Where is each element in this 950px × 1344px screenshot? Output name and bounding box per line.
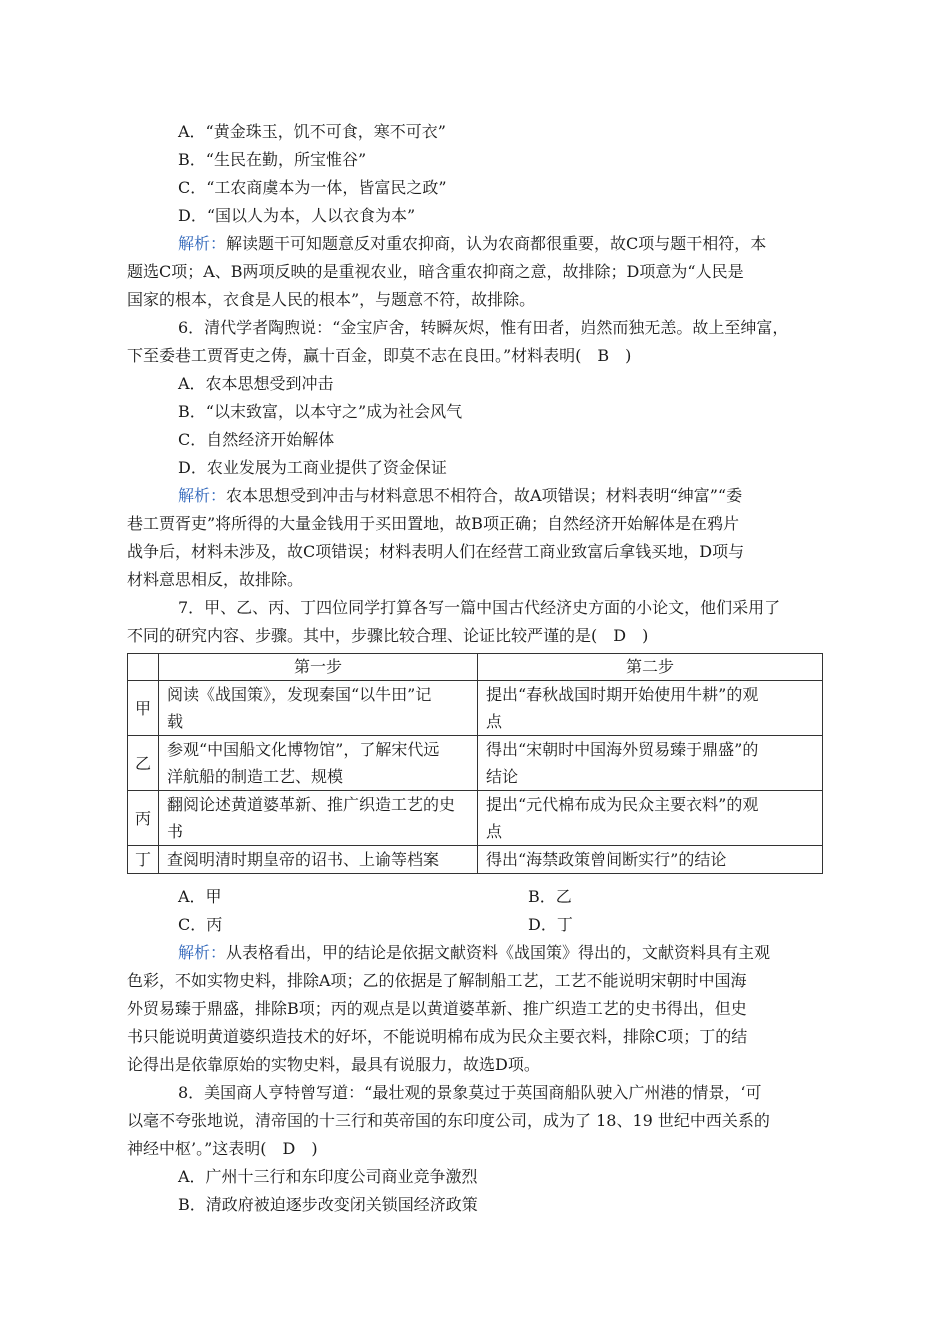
row-step2: 得出“宋朝时中国海外贸易臻于鼎盛”的 结论	[478, 736, 823, 791]
analysis-label: 解析：	[178, 486, 227, 505]
table-row	[128, 846, 823, 874]
q5-analysis-line-3: 国家的根本，衣食是人民的根本”，与题意不符，故排除。	[127, 290, 536, 309]
table-row	[128, 791, 823, 846]
table-header-row	[128, 654, 823, 681]
row-label-bing: 丙	[128, 791, 159, 846]
row-label-jia: 甲	[128, 681, 159, 736]
q7-option-b: B．乙	[528, 887, 572, 906]
q5-option-d: D．“国以人为本，人以衣食为本”	[178, 206, 416, 225]
q6-analysis-line-3: 战争后，材料未涉及，故C项错误；材料表明人们在经营工商业致富后拿钱买地，D项与	[127, 542, 745, 561]
row-step1: 参观“中国船文化博物馆”，了解宋代远 洋航船的制造工艺、规模	[159, 736, 478, 791]
q7-stem-line-1: 7．甲、乙、丙、丁四位同学打算各写一篇中国古代经济史方面的小论文，他们采用了	[178, 598, 781, 617]
q5-option-a: A．“黄金珠玉，饥不可食，寒不可衣”	[178, 122, 446, 141]
table-header-step2: 第二步	[478, 654, 823, 681]
analysis-label: 解析：	[178, 943, 227, 962]
q7-steps-table	[127, 653, 823, 874]
q6-analysis-line-2: 巷工贾胥吏”将所得的大量金钱用于买田置地，故B项正确；自然经济开始解体是在鸦片	[127, 514, 739, 533]
q8-stem-line-3: 神经中枢’。”这表明( D )	[127, 1139, 318, 1158]
q5-analysis-line-1: 解析：解读题干可知题意反对重农抑商，认为农商都很重要，故C项与题干相符，本	[178, 234, 767, 253]
q7-analysis-line-5: 论得出是依靠原始的实物史料，最具有说服力，故选D项。	[127, 1055, 540, 1074]
analysis-label: 解析：	[178, 234, 227, 253]
row-step1: 阅读《战国策》，发现秦国“以牛田”记 载	[159, 681, 478, 736]
q6-option-d: D．农业发展为工商业提供了资金保证	[178, 458, 447, 477]
q6-analysis-line-1: 解析：农本思想受到冲击与材料意思不相符合，故A项错误；材料表明“绅富”“委	[178, 486, 743, 505]
q5-option-b: B．“生民在勤，所宝惟谷”	[178, 150, 367, 169]
q8-stem-line-2: 以毫不夸张地说，清帝国的十三行和英帝国的东印度公司，成为了 18、19 世纪中西关系的	[127, 1111, 770, 1130]
table-header-step1: 第一步	[159, 654, 478, 681]
row-label-yi: 乙	[128, 736, 159, 791]
q8-option-b: B．清政府被迫逐步改变闭关锁国经济政策	[178, 1195, 478, 1214]
q5-option-c: C．“工农商虞本为一体，皆富民之政”	[178, 178, 447, 197]
row-step2: 提出“元代棉布成为民众主要衣料”的观 点	[478, 791, 823, 846]
q7-analysis-line-1: 解析：从表格看出，甲的结论是依据文献资料《战国策》得出的，文献资料具有主观	[178, 943, 771, 962]
row-step1: 翻阅论述黄道婆革新、推广织造工艺的史 书	[159, 791, 478, 846]
q8-option-a: A．广州十三行和东印度公司商业竞争激烈	[178, 1167, 478, 1186]
q8-stem-line-1: 8．美国商人亨特曾写道：“最壮观的景象莫过于英国商船队驶入广州港的情景，‘可	[178, 1083, 762, 1102]
q6-stem-line-2: 下至委巷工贾胥吏之俦，赢十百金，即莫不志在良田。”材料表明( B )	[127, 346, 632, 365]
q7-option-d: D．丁	[528, 915, 573, 934]
table-row	[128, 681, 823, 736]
q7-option-a: A．甲	[178, 887, 222, 906]
q6-option-a: A．农本思想受到冲击	[178, 374, 334, 393]
q6-stem-line-1: 6．清代学者陶煦说：“金宝庐舍，转瞬灰烬，惟有田者，岿然而独无恙。故上至绅富，	[178, 318, 789, 337]
table-header-blank	[128, 654, 159, 681]
q7-option-c: C．丙	[178, 915, 223, 934]
row-step2: 提出“春秋战国时期开始使用牛耕”的观 点	[478, 681, 823, 736]
row-label-ding: 丁	[128, 846, 159, 874]
q7-analysis-line-4: 书只能说明黄道婆织造技术的好坏，不能说明棉布成为民众主要衣料，排除C项；丁的结	[127, 1027, 748, 1046]
q7-analysis-line-3: 外贸易臻于鼎盛，排除B项；丙的观点是以黄道婆革新、推广织造工艺的史书得出，但史	[127, 999, 747, 1018]
q6-analysis-line-4: 材料意思相反，故排除。	[127, 570, 304, 589]
row-step2: 得出“海禁政策曾间断实行”的结论	[478, 846, 823, 874]
q6-option-b: B．“以末致富，以本守之”成为社会风气	[178, 402, 463, 421]
q5-analysis-line-2: 题选C项；A、B两项反映的是重视农业，暗含重农抑商之意，故排除；D项意为“人民是	[127, 262, 744, 281]
q7-analysis-line-2: 色彩，不如实物史料，排除A项；乙的依据是了解制船工艺，工艺不能说明宋朝时中国海	[127, 971, 747, 990]
q6-option-c: C．自然经济开始解体	[178, 430, 335, 449]
q7-stem-line-2: 不同的研究内容、步骤。其中，步骤比较合理、论证比较严谨的是( D )	[127, 626, 649, 645]
row-step1: 查阅明清时期皇帝的诏书、上谕等档案	[159, 846, 478, 874]
table-row	[128, 736, 823, 791]
